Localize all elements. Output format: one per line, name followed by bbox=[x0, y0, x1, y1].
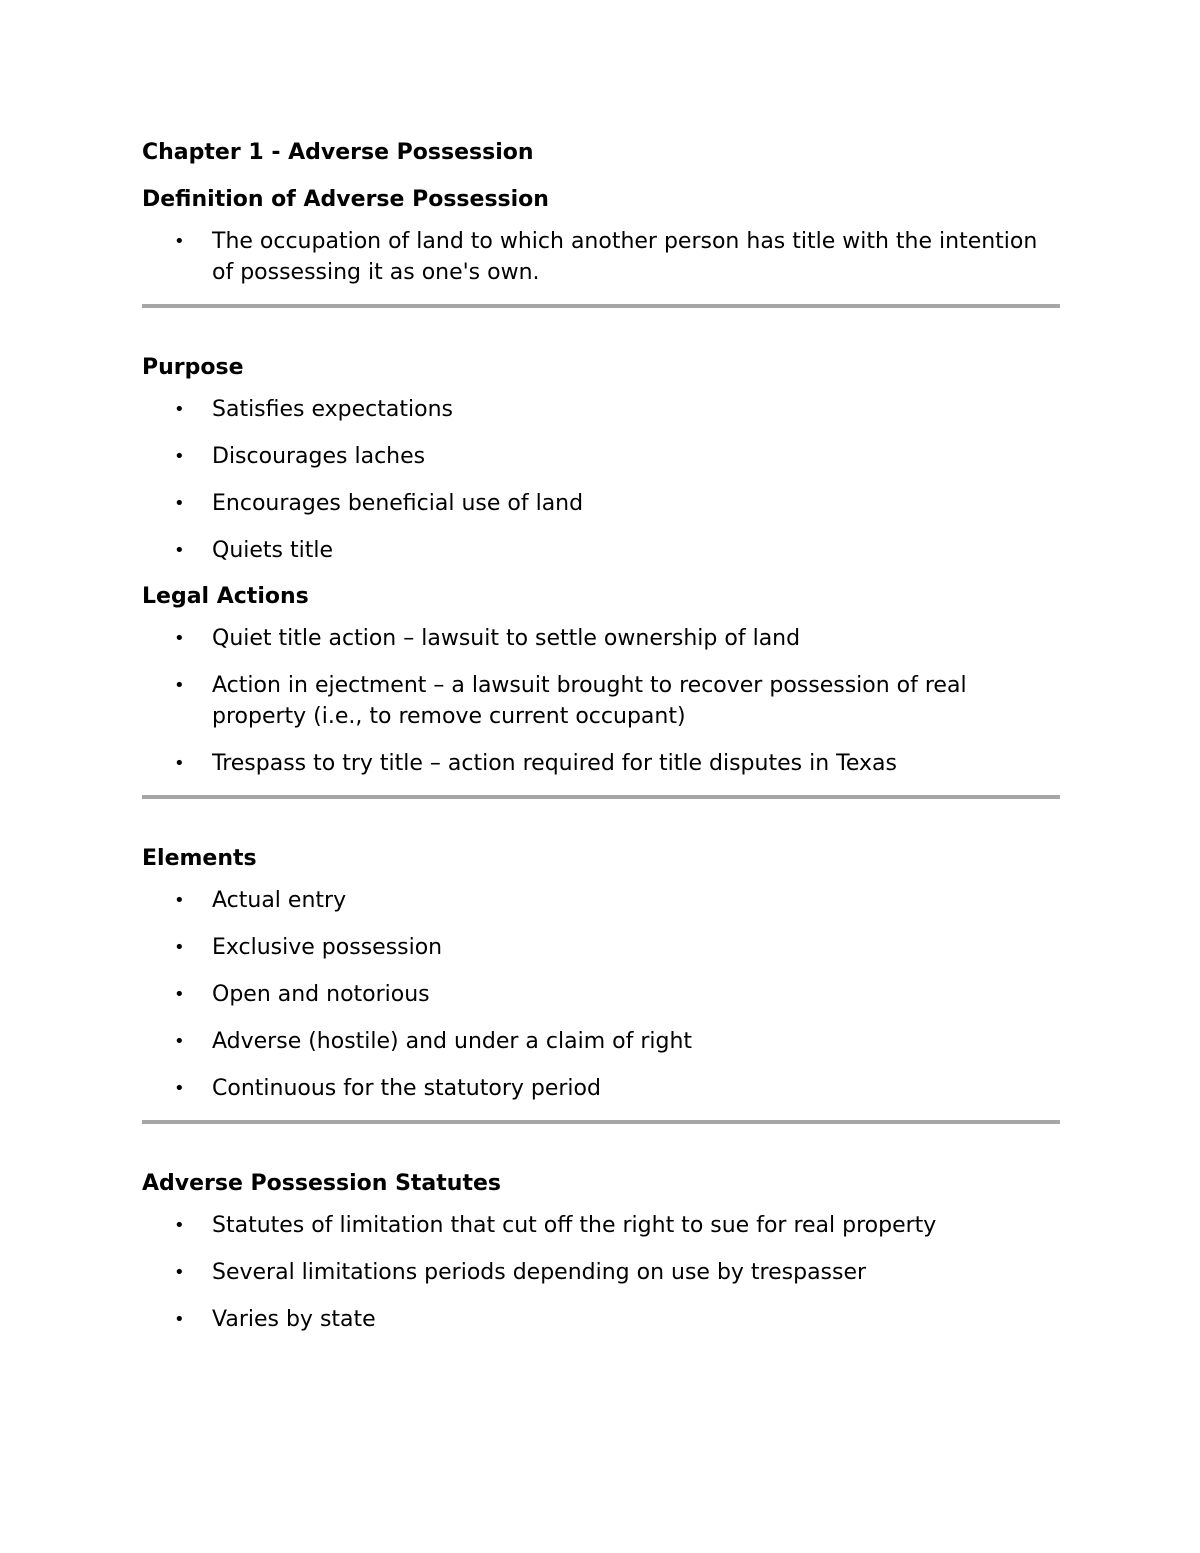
bullet-icon: • bbox=[174, 1078, 185, 1099]
list-item bbox=[142, 979, 1060, 1010]
bullet-icon: • bbox=[174, 984, 185, 1005]
section-statutes bbox=[142, 1168, 1060, 1335]
section-heading-purpose: Purpose bbox=[142, 355, 244, 380]
section-elements bbox=[142, 843, 1060, 1104]
bullet-icon: • bbox=[174, 493, 185, 514]
list-item bbox=[142, 394, 1060, 425]
document-page bbox=[142, 137, 1060, 1351]
section-legal-actions bbox=[142, 581, 1060, 779]
bullet-icon: • bbox=[174, 753, 185, 774]
section-heading-definition: Definition of Adverse Possession bbox=[142, 187, 549, 212]
list-item bbox=[142, 226, 1060, 288]
list-item-text: Action in ejectment – a lawsuit brought to recover possession of real property (i.e., to remove current occupant) bbox=[212, 673, 967, 729]
bullet-icon: • bbox=[174, 890, 185, 911]
list-item-text: Encourages beneficial use of land bbox=[212, 491, 584, 516]
section-heading-statutes: Adverse Possession Statutes bbox=[142, 1171, 501, 1196]
section-definition bbox=[142, 184, 1060, 288]
list-item-text: Discourages laches bbox=[212, 444, 426, 469]
definition-list bbox=[142, 226, 1060, 288]
list-item-text: Several limitations periods depending on use by trespasser bbox=[212, 1260, 867, 1285]
section-purpose bbox=[142, 352, 1060, 566]
bullet-icon: • bbox=[174, 1031, 185, 1052]
list-item bbox=[142, 1304, 1060, 1335]
section-heading-legal-actions: Legal Actions bbox=[142, 584, 309, 609]
list-item-text: Varies by state bbox=[212, 1307, 376, 1332]
horizontal-divider bbox=[142, 795, 1060, 799]
bullet-icon: • bbox=[174, 540, 185, 561]
bullet-icon: • bbox=[174, 1262, 185, 1283]
list-item bbox=[142, 1257, 1060, 1288]
horizontal-divider bbox=[142, 304, 1060, 308]
list-item-text: Trespass to try title – action required for title disputes in Texas bbox=[212, 751, 897, 776]
bullet-icon: • bbox=[174, 399, 185, 420]
section-heading-elements: Elements bbox=[142, 846, 257, 871]
list-item-text: Open and notorious bbox=[212, 982, 430, 1007]
bullet-icon: • bbox=[174, 628, 185, 649]
list-item-text: Quiet title action – lawsuit to settle ownership of land bbox=[212, 626, 801, 651]
list-item bbox=[142, 748, 1060, 779]
list-item bbox=[142, 1210, 1060, 1241]
bullet-icon: • bbox=[174, 1309, 185, 1330]
list-item-text: Exclusive possession bbox=[212, 935, 443, 960]
list-item bbox=[142, 670, 1060, 732]
list-item-text: The occupation of land to which another person has title with the intention of possessing it as one's own. bbox=[212, 229, 1038, 285]
list-item bbox=[142, 1026, 1060, 1057]
list-item bbox=[142, 488, 1060, 519]
list-item bbox=[142, 441, 1060, 472]
list-item-text: Continuous for the statutory period bbox=[212, 1076, 601, 1101]
list-item bbox=[142, 535, 1060, 566]
bullet-icon: • bbox=[174, 446, 185, 467]
horizontal-divider bbox=[142, 1120, 1060, 1124]
bullet-icon: • bbox=[174, 1215, 185, 1236]
list-item-text: Statutes of limitation that cut off the right to sue for real property bbox=[212, 1213, 937, 1238]
list-item bbox=[142, 885, 1060, 916]
purpose-list bbox=[142, 394, 1060, 566]
list-item bbox=[142, 1073, 1060, 1104]
list-item-text: Adverse (hostile) and under a claim of right bbox=[212, 1029, 693, 1054]
list-item bbox=[142, 623, 1060, 654]
list-item-text: Satisfies expectations bbox=[212, 397, 453, 422]
list-item bbox=[142, 932, 1060, 963]
list-item-text: Quiets title bbox=[212, 538, 333, 563]
bullet-icon: • bbox=[174, 937, 185, 958]
legal-actions-list bbox=[142, 623, 1060, 779]
chapter-title: Chapter 1 - Adverse Possession bbox=[142, 140, 534, 165]
elements-list bbox=[142, 885, 1060, 1104]
bullet-icon: • bbox=[174, 675, 185, 696]
bullet-icon: • bbox=[174, 231, 185, 252]
list-item-text: Actual entry bbox=[212, 888, 347, 913]
statutes-list bbox=[142, 1210, 1060, 1335]
